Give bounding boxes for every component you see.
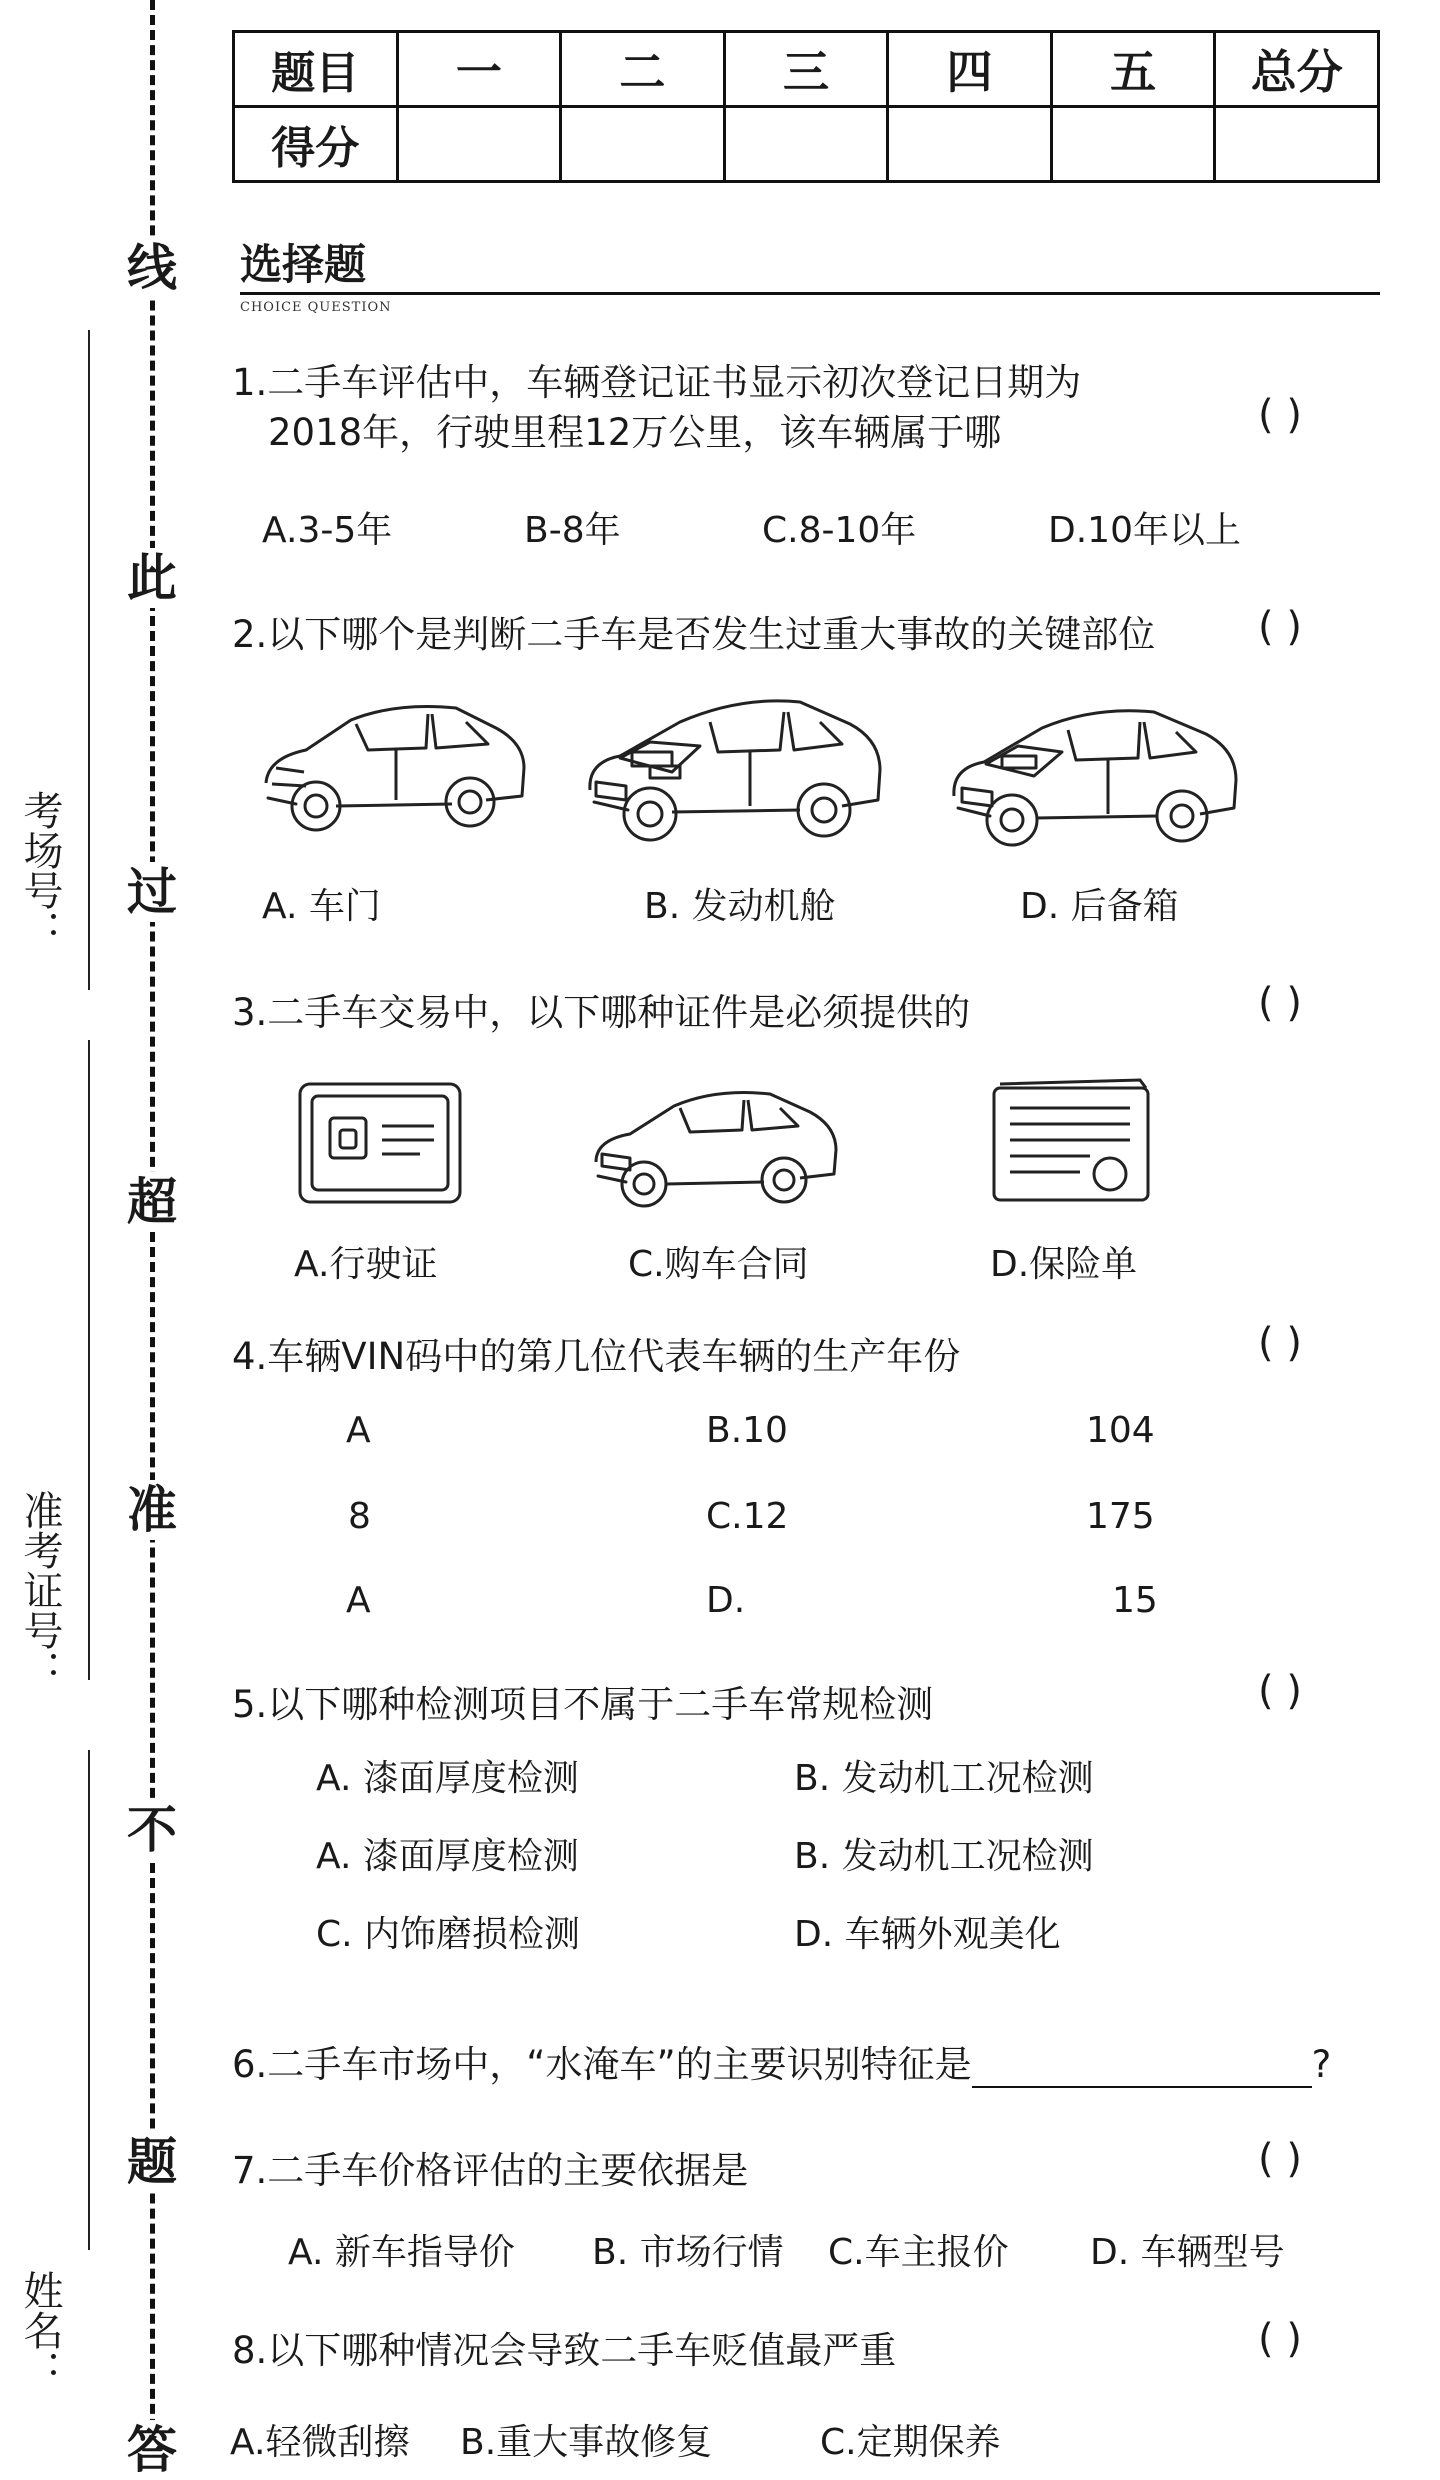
option[interactable]: A. 漆面厚度检测 xyxy=(316,1836,579,1877)
ticket-label: 准考证号： xyxy=(17,1490,63,1690)
option[interactable]: 104 xyxy=(1086,1410,1155,1451)
option[interactable]: C.购车合同 xyxy=(628,1244,809,1285)
margin-char: 超 xyxy=(122,1172,182,1232)
score-cell[interactable] xyxy=(1051,107,1215,182)
option[interactable]: C.定期保养 xyxy=(820,2422,1001,2463)
option[interactable]: D.保险单 xyxy=(990,1244,1138,1285)
answer-paren[interactable]: ( ) xyxy=(1258,1668,1302,1714)
option[interactable]: D. xyxy=(706,1580,746,1621)
section-subtitle: CHOICE QUESTION xyxy=(240,300,392,315)
option[interactable]: A xyxy=(346,1580,371,1621)
question-1-text-line1: 1.二手车评估中，车辆登记证书显示初次登记日期为 xyxy=(232,361,1082,404)
answer-paren[interactable]: ( ) xyxy=(1258,1320,1302,1366)
margin-char: 过 xyxy=(122,862,182,922)
score-cell[interactable] xyxy=(724,107,888,182)
option[interactable]: B.10 xyxy=(706,1410,788,1451)
trunk-illustration xyxy=(944,690,1244,860)
option[interactable]: B. 发动机工况检测 xyxy=(794,1758,1094,1799)
option[interactable]: B.重大事故修复 xyxy=(460,2422,713,2463)
header-label-cell: 题目 xyxy=(234,32,398,107)
score-cell[interactable] xyxy=(888,107,1052,182)
section-title: 选择题 xyxy=(240,240,367,289)
option[interactable]: D. 车辆型号 xyxy=(1090,2232,1285,2273)
margin-char: 题 xyxy=(122,2132,182,2192)
score-cell[interactable] xyxy=(561,107,725,182)
margin-char: 答 xyxy=(122,2420,182,2480)
answer-paren[interactable]: ( ) xyxy=(1258,392,1302,438)
option[interactable]: A.轻微刮擦 xyxy=(230,2422,410,2463)
answer-paren[interactable]: ( ) xyxy=(1258,2316,1302,2362)
option[interactable]: C. 内饰磨损检测 xyxy=(316,1914,581,1955)
option[interactable]: A. 车门 xyxy=(262,886,381,927)
option[interactable]: B. 发动机工况检测 xyxy=(794,1836,1094,1877)
score-table xyxy=(232,30,1380,183)
option[interactable]: B-8年 xyxy=(524,510,621,551)
answer-paren[interactable]: ( ) xyxy=(1258,604,1302,650)
option[interactable]: 175 xyxy=(1086,1496,1155,1537)
option[interactable]: D.10年以上 xyxy=(1048,510,1241,551)
question-2-text: 2.以下哪个是判断二手车是否发生过重大事故的关键部位 xyxy=(232,613,1156,656)
ticket-line xyxy=(88,1040,90,1680)
column-header: 二 xyxy=(561,32,725,107)
margin-char: 不 xyxy=(122,1800,182,1860)
name-line xyxy=(88,1750,90,2250)
option[interactable]: A.行驶证 xyxy=(294,1244,438,1285)
option[interactable]: A.3-5年 xyxy=(262,510,393,551)
engine-bay-illustration xyxy=(580,682,890,852)
exam-room-label: 考场号： xyxy=(17,790,63,950)
option[interactable]: A. 新车指导价 xyxy=(288,2232,515,2273)
question-1-text-line2: 2018年，行驶里程12万公里，该车辆属于哪 xyxy=(268,411,1002,454)
margin-char: 线 xyxy=(122,238,182,298)
option[interactable]: B. 发动机舱 xyxy=(644,886,836,927)
option[interactable]: D. 车辆外观美化 xyxy=(794,1914,1061,1955)
score-label-cell: 得分 xyxy=(234,107,398,182)
option[interactable]: D. 后备箱 xyxy=(1020,886,1179,927)
column-header: 五 xyxy=(1051,32,1215,107)
option[interactable]: A. 漆面厚度检测 xyxy=(316,1758,579,1799)
question-6-text: 6.二手车市场中，“水淹车”的主要识别特征是 xyxy=(232,2043,972,2086)
insurance-doc-illustration xyxy=(980,1074,1160,1210)
question-5-text: 5.以下哪种检测项目不属于二手车常规检测 xyxy=(232,1683,934,1726)
score-cell[interactable] xyxy=(1215,107,1379,182)
license-card-illustration xyxy=(290,1076,470,1212)
score-header-row xyxy=(234,32,1379,107)
option[interactable]: C.车主报价 xyxy=(828,2232,1009,2273)
binding-dashed-line xyxy=(150,0,155,2474)
question-6-end: ? xyxy=(1311,2043,1332,2086)
score-cell[interactable] xyxy=(397,107,561,182)
column-header: 一 xyxy=(397,32,561,107)
answer-paren[interactable]: ( ) xyxy=(1258,2136,1302,2182)
column-header: 三 xyxy=(724,32,888,107)
column-header: 总分 xyxy=(1215,32,1379,107)
margin-char: 准 xyxy=(122,1480,182,1540)
option[interactable]: 8 xyxy=(348,1496,371,1537)
question-6 xyxy=(232,2034,1331,2088)
column-header: 四 xyxy=(888,32,1052,107)
score-value-row xyxy=(234,107,1379,182)
question-7-text: 7.二手车价格评估的主要依据是 xyxy=(232,2149,749,2192)
margin-char: 此 xyxy=(122,548,182,608)
name-label: 姓名： xyxy=(17,2270,63,2390)
option[interactable]: A xyxy=(346,1410,371,1451)
car-door-illustration xyxy=(256,688,536,848)
option[interactable]: 15 xyxy=(1112,1580,1158,1621)
section-divider xyxy=(240,292,1380,295)
question-8-text: 8.以下哪种情况会导致二手车贬值最严重 xyxy=(232,2329,897,2372)
question-4-text: 4.车辆VIN码中的第几位代表车辆的生产年份 xyxy=(232,1335,961,1378)
option[interactable]: B. 市场行情 xyxy=(592,2232,784,2273)
answer-blank[interactable] xyxy=(972,2052,1312,2088)
answer-paren[interactable]: ( ) xyxy=(1258,980,1302,1026)
car-sedan-illustration xyxy=(586,1070,846,1220)
option[interactable]: C.8-10年 xyxy=(762,510,917,551)
question-3-text: 3.二手车交易中，以下哪种证件是必须提供的 xyxy=(232,991,971,1034)
option[interactable]: C.12 xyxy=(706,1496,789,1537)
exam-room-line xyxy=(88,330,90,990)
